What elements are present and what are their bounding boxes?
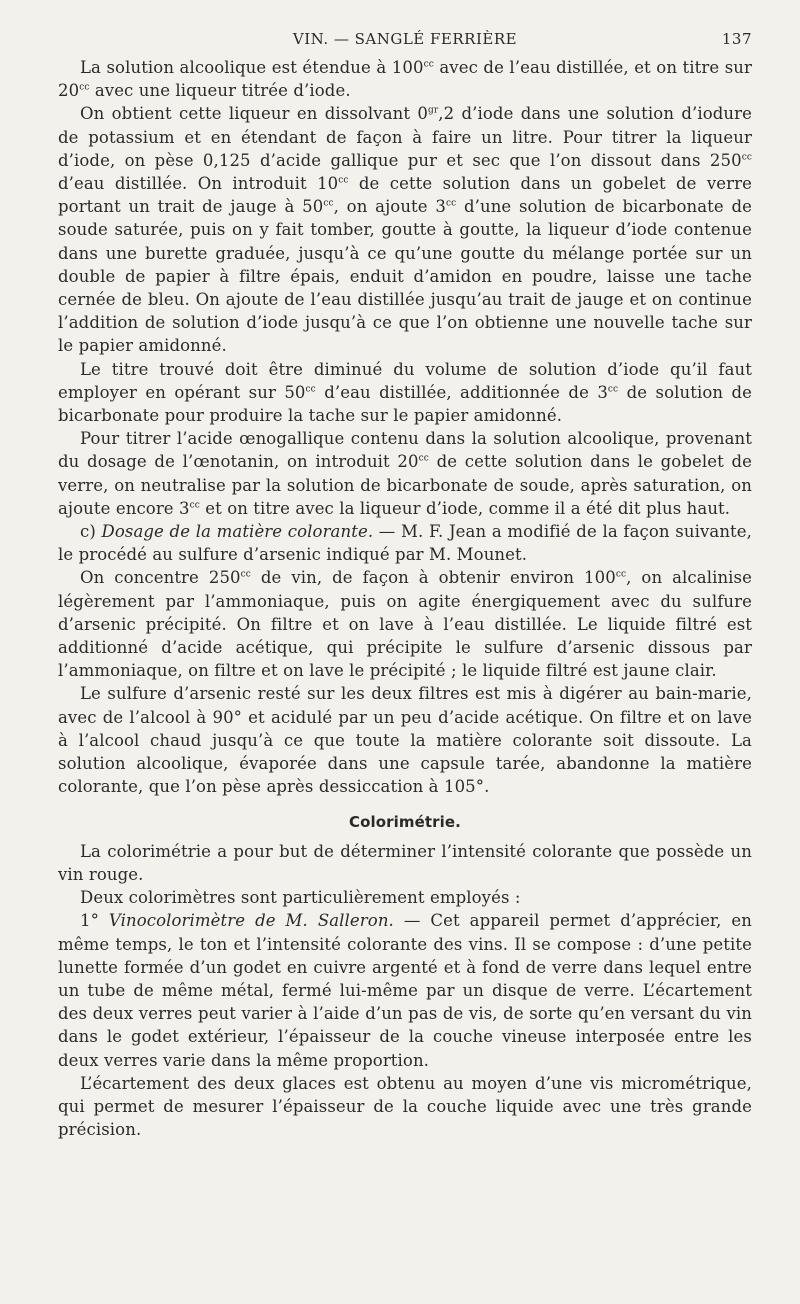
paragraph-text: avec une liqueur titrée d’iode. — [89, 81, 351, 101]
unit-superscript: gr — [428, 105, 439, 116]
paragraph-text: — M. F. Jean a modifié de la façon suivante, le procédé au sulfure d’arsenic indiqué par M. Mounet. — [58, 522, 752, 565]
unit-superscript: cc — [607, 384, 619, 395]
paragraph — [58, 102, 752, 357]
paragraph — [58, 682, 752, 798]
unit-superscript: cc — [418, 453, 429, 464]
unit-superscript: cc — [323, 198, 334, 209]
list-marker: 1° — [80, 911, 109, 931]
paragraph-text: de solution de bicarbonate pour produire la tache sur le papier amidonné. — [58, 382, 752, 426]
subheading: Dosage de la matière colorante. — [101, 522, 374, 542]
paragraph: La colorimétrie a pour but de déterminer l’intensité colorante que possède un vin rouge. — [58, 841, 752, 884]
unit-superscript: cc — [338, 175, 349, 186]
paragraph-text: de cette solution dans un gobelet de verre portant un trait de jauge à 50 — [58, 174, 752, 217]
subheading: Vinocolorimètre de M. Salleron. — [108, 911, 394, 931]
section-title: Colorimétrie. — [349, 812, 461, 831]
paragraph-text: Le titre trouvé doit être diminué du volume de solution d’iode qu’il faut employer en opérant sur 50 — [58, 359, 752, 402]
paragraph-text: d’eau distillée, additionnée de 3 — [315, 382, 608, 402]
paragraph-text: , on ajoute 3 — [333, 197, 446, 217]
unit-superscript: cc — [79, 82, 90, 93]
paragraph-text: de vin, de façon à obtenir environ 100 — [250, 568, 616, 588]
unit-superscript: cc — [423, 59, 434, 70]
paragraph-text: On obtient cette liqueur en dissolvant 0 — [80, 104, 428, 124]
paragraph-text: avec de l’eau distillée, et on titre sur 20 — [58, 58, 752, 101]
paragraph — [58, 358, 752, 428]
paragraph-text: Le sulfure d’arsenic resté sur les deux filtres est mis à digérer au bain-marie, avec de l’alcool à 90° et acidulé par un peu d’acide acétique. On filtre et on lave à l’alcool chaud jusqu’à ce que toute la matière colorante soit dissoute. La solution alcoolique, évaporée dans une capsule tarée, abandonne la matière colorante, que l’on pèse après dessiccation à 105°. — [58, 684, 752, 797]
paragraph-text: de cette solution dans le gobelet de verre, on neutralise par la solution de bicarbonate de soude, après saturation, on ajoute encore 3 — [58, 452, 753, 518]
running-head — [58, 30, 752, 56]
unit-superscript: cc — [615, 569, 627, 580]
paragraph-text: et on titre avec la liqueur d’iode, comme il a été dit plus haut. — [199, 498, 731, 518]
unit-superscript: cc — [240, 569, 251, 580]
running-title: VIN. — SANGLÉ FERRIÈRE — [292, 30, 518, 48]
unit-superscript: cc — [189, 500, 200, 511]
list-marker: c) — [80, 522, 102, 542]
body-text — [58, 56, 752, 1141]
paragraph-text: ,2 d’iode dans une solution d’iodure de potassium et en étendant de façon à faire un litre. Pour titrer la liqueur d’iode, on pèse 0,125 d’acide gallique pur et sec que l’on dissout dans 250 — [58, 104, 752, 170]
paragraph-dosage-matiere-colorante — [58, 520, 752, 566]
paragraph — [58, 566, 752, 682]
page-number: 137 — [721, 30, 752, 48]
paragraph-text: Pour titrer l’acide œnogallique contenu dans la solution alcoolique, provenant du dosage de l’œnotanin, on introduit 20 — [58, 429, 752, 472]
paragraph-text: , on alcalinise légèrement par l’ammoniaque, puis on agite énergiquement avec du sulfure d’arsenic précipité. On filtre et on lave à l’eau distillée. Le liquide filtré est additionné d’acide acétique, qui précipite le sulfure d’arsenic dissous par l’ammoniaque, on filtre et on lave le précipité ; le liquide filtré est jaune clair. — [58, 568, 752, 681]
paragraph: L’écartement des deux glaces est obtenu au moyen d’une vis micrométrique, qui permet de mesurer l’épaisseur de la couche liquide avec une très grande précision. — [58, 1073, 752, 1140]
paragraph — [58, 56, 752, 102]
paragraph-vinocolorimetre — [58, 909, 752, 1071]
paragraph-text: La solution alcoolique est étendue à 100 — [80, 58, 424, 77]
paragraph-text: On concentre 250 — [80, 568, 241, 588]
unit-superscript: cc — [445, 198, 457, 209]
paragraph-text: d’une solution de bicarbonate de soude saturée, puis on y fait tomber, goutte à goutte, la liqueur d’iode contenue dans une burette graduée, jusqu’à ce qu’une goutte du mélange portée sur un double de papier à filtre épais, enduit d’amidon en poudre, laisse une tache cernée de bleu. On ajoute de l’eau distillée jusqu’au trait de jauge et on continue l’addition de solution d’iode jusqu’à ce que l’on obtienne une nouvelle tache sur le papier amidonné. — [58, 197, 753, 356]
paragraph — [58, 427, 752, 520]
unit-superscript: cc — [305, 384, 316, 395]
unit-superscript: cc — [741, 152, 752, 163]
paragraph-text: d’eau distillée. On introduit 10 — [58, 174, 339, 194]
paragraph-text: — Cet appareil permet d’apprécier, en même temps, le ton et l’intensité colorante des vins. Il se compose : d’une petite lunette formée d’un godet en cuivre argenté et à fond de verre dans lequel entre un tube de même métal, fermé lui-même par un disque de verre. L’écartement des deux verres peut varier à l’aide d’un pas de vis, de sorte qu’en versant du vin dans le godet extérieur, l’épaisseur de la couche vineuse interposée entre les deux verres varie dans la même proportion. — [58, 911, 752, 1070]
paragraph: Deux colorimètres sont particulièrement employés : — [80, 888, 521, 908]
